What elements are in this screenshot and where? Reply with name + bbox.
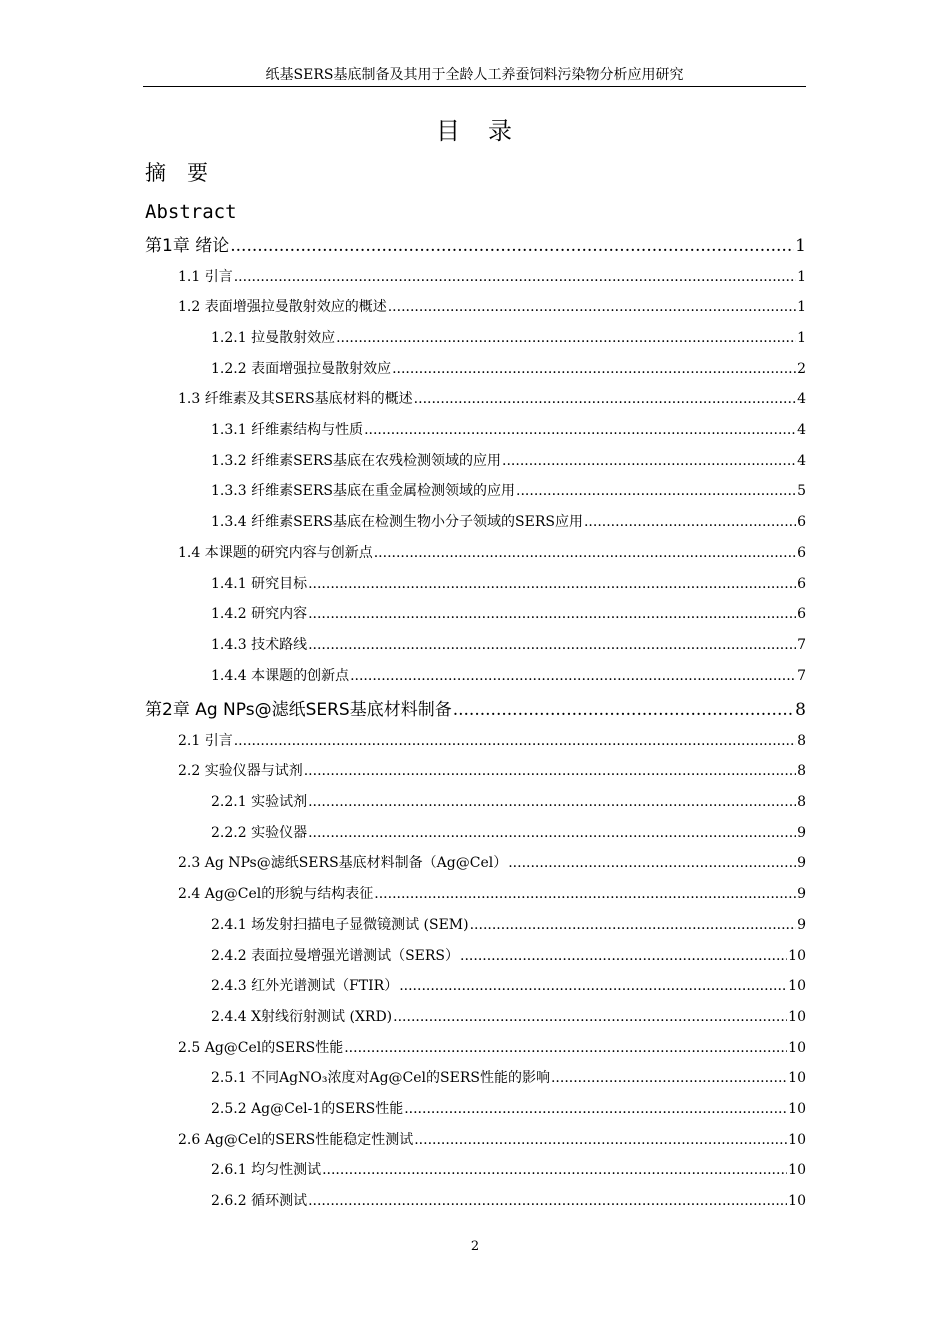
toc-entry-level-2[interactable] — [178, 1130, 806, 1150]
toc-entry-title: 第2章 Ag NPs@滤纸SERS基底材料制备 — [145, 700, 452, 721]
toc-entry-level-3[interactable] — [211, 512, 806, 532]
toc-entry-page: 9 — [797, 824, 806, 841]
toc-leader-dots — [388, 297, 796, 317]
toc-entry-title: 1.2 表面增强拉曼散射效应的概述 — [178, 299, 387, 316]
toc-leader-dots — [308, 823, 796, 843]
toc-entry-level-3[interactable] — [211, 792, 806, 812]
toc-entry-title: 1.4.1 研究目标 — [211, 575, 308, 592]
toc-entry-page: 1 — [797, 299, 806, 316]
toc-entry-level-3[interactable] — [211, 1191, 806, 1211]
toc-entry-title: 2.6.2 循环测试 — [211, 1193, 308, 1210]
toc-entry-title: 1.3 纤维素及其SERS基底材料的概述 — [178, 391, 413, 408]
toc-entry-level-3[interactable] — [211, 420, 806, 440]
toc-entry-level-3[interactable] — [211, 328, 806, 348]
page-number: 2 — [470, 1239, 480, 1254]
toc-entry-level-3[interactable] — [211, 976, 806, 996]
toc-entry-title: 2.6 Ag@Cel的SERS性能稳定性测试 — [178, 1131, 414, 1148]
toc-leader-dots — [414, 1130, 787, 1150]
toc-entry-page: 10 — [788, 1162, 806, 1179]
toc-entry-level-3[interactable] — [211, 451, 806, 471]
toc-entry-page: 4 — [797, 391, 806, 408]
toc-entry-page: 10 — [788, 1101, 806, 1117]
toc-leader-dots — [404, 1099, 787, 1119]
toc-entry-level-2[interactable] — [178, 884, 806, 904]
toc-leader-dots — [584, 512, 796, 532]
toc-leader-dots — [336, 328, 796, 348]
toc-entry-page: 7 — [797, 667, 806, 684]
toc-leader-dots — [516, 481, 796, 501]
toc-entry-level-3[interactable] — [211, 1068, 806, 1088]
toc-entry-level-3[interactable] — [211, 635, 806, 655]
toc-leader-dots — [453, 698, 794, 722]
toc-entry-title: 2.6.1 均匀性测试 — [211, 1162, 322, 1179]
toc-leader-dots — [508, 853, 796, 873]
toc-entry-title: 2.5.1 不同AgNO₃浓度对Ag@Cel的SERS性能的影响 — [211, 1070, 550, 1087]
toc-entry-page: 8 — [797, 794, 806, 810]
header-rule — [143, 86, 806, 87]
toc-entry-page: 4 — [797, 452, 806, 469]
toc-leader-dots — [234, 267, 796, 287]
toc-entry-page: 6 — [797, 575, 806, 592]
toc-entry-title: 2.5.2 Ag@Cel-1的SERS性能 — [211, 1101, 404, 1117]
toc-leader-dots — [304, 761, 796, 781]
toc-entry-page: 8 — [795, 700, 806, 721]
toc-entry-level-3[interactable] — [211, 574, 806, 594]
toc-entry-page: 10 — [788, 947, 806, 964]
toc-entry-page: 10 — [788, 978, 806, 995]
toc-abstract-zh[interactable]: 摘 要 — [145, 161, 208, 185]
toc-leader-dots — [308, 1191, 787, 1211]
toc-entry-title: 2.3 Ag NPs@滤纸SERS基底材料制备（Ag@Cel） — [178, 855, 508, 872]
toc-entry-page: 5 — [797, 483, 806, 500]
toc-entry-title: 2.4.4 X射线衍射测试 (XRD) — [211, 1008, 393, 1025]
toc-entry-level-3[interactable] — [211, 946, 806, 966]
toc-entry-level-1[interactable] — [145, 234, 806, 258]
toc-entry-level-3[interactable] — [211, 823, 806, 843]
toc-entry-page: 9 — [797, 916, 806, 933]
toc-entry-title: 2.4.1 场发射扫描电子显微镜测试 (SEM) — [211, 916, 469, 933]
toc-leader-dots — [460, 946, 787, 966]
toc-entry-title: 1.3.4 纤维素SERS基底在检测生物小分子领域的SERS应用 — [211, 514, 583, 531]
toc-leader-dots — [350, 666, 796, 686]
toc-entry-page: 2 — [797, 360, 806, 377]
toc-entry-page: 6 — [797, 544, 806, 561]
toc-entry-page: 6 — [797, 514, 806, 531]
toc-leader-dots — [308, 574, 796, 594]
toc-entry-title: 2.4 Ag@Cel的形貌与结构表征 — [178, 886, 374, 903]
toc-entry-page: 1 — [797, 268, 806, 285]
toc-entry-title: 1.4 本课题的研究内容与创新点 — [178, 544, 373, 561]
toc-entry-level-3[interactable] — [211, 915, 806, 935]
toc-leader-dots — [374, 884, 796, 904]
toc-leader-dots — [230, 234, 794, 258]
toc-entry-page: 9 — [797, 855, 806, 872]
toc-entry-title: 1.4.2 研究内容 — [211, 606, 308, 623]
toc-leader-dots — [392, 359, 796, 379]
toc-leader-dots — [344, 1038, 787, 1058]
toc-title: 目 录 — [436, 117, 514, 145]
toc-entry-level-2[interactable] — [178, 267, 806, 287]
toc-entry-page: 10 — [788, 1131, 806, 1148]
toc-entry-page: 6 — [797, 606, 806, 623]
toc-entry-page: 10 — [788, 1070, 806, 1087]
toc-entry-title: 1.1 引言 — [178, 268, 233, 285]
toc-entry-level-3[interactable] — [211, 1099, 806, 1119]
toc-abstract-en[interactable]: Abstract — [145, 201, 237, 223]
toc-entry-title: 2.2.1 实验试剂 — [211, 794, 308, 810]
toc-entry-page: 8 — [797, 732, 806, 749]
toc-entry-level-3[interactable] — [211, 604, 806, 624]
toc-entry-title: 1.2.1 拉曼散射效应 — [211, 329, 336, 346]
toc-entry-title: 1.3.1 纤维素结构与性质 — [211, 422, 364, 438]
toc-entry-level-2[interactable] — [178, 731, 806, 751]
toc-entry-level-3[interactable] — [211, 359, 806, 379]
toc-entry-level-2[interactable] — [178, 1038, 806, 1058]
toc-entry-page: 1 — [797, 329, 806, 346]
toc-entry-title: 1.4.3 技术路线 — [211, 636, 308, 653]
toc-entry-title: 1.4.4 本课题的创新点 — [211, 667, 350, 684]
toc-entry-page: 4 — [797, 422, 806, 438]
running-header: 纸基SERS基底制备及其用于全龄人工养蚕饲料污染物分析应用研究 — [265, 67, 684, 83]
toc-entry-page: 10 — [788, 1193, 806, 1210]
toc-entry-title: 2.4.2 表面拉曼增强光谱测试（SERS） — [211, 947, 460, 964]
toc-leader-dots — [374, 543, 796, 563]
toc-leader-dots — [414, 389, 796, 409]
toc-entry-level-3[interactable] — [211, 666, 806, 686]
toc-entry-page: 9 — [797, 886, 806, 903]
toc-leader-dots — [502, 451, 796, 471]
toc-leader-dots — [364, 420, 796, 440]
toc-entry-title: 2.4.3 红外光谱测试（FTIR） — [211, 978, 399, 995]
toc-entry-title: 2.5 Ag@Cel的SERS性能 — [178, 1039, 344, 1056]
toc-entry-title: 2.1 引言 — [178, 732, 233, 749]
toc-entry-level-2[interactable] — [178, 389, 806, 409]
toc-leader-dots — [308, 792, 796, 812]
toc-entry-level-1[interactable] — [145, 698, 806, 722]
toc-entry-title: 1.3.3 纤维素SERS基底在重金属检测领域的应用 — [211, 483, 516, 500]
toc-entry-page: 1 — [795, 236, 806, 256]
toc-leader-dots — [393, 1007, 787, 1027]
toc-leader-dots — [234, 731, 796, 751]
toc-entry-level-2[interactable] — [178, 543, 806, 563]
toc-entry-level-3[interactable] — [211, 1160, 806, 1180]
toc-entry-page: 10 — [788, 1039, 806, 1056]
toc-entry-title: 1.2.2 表面增强拉曼散射效应 — [211, 360, 392, 377]
toc-leader-dots — [322, 1160, 787, 1180]
toc-leader-dots — [399, 976, 787, 996]
toc-leader-dots — [470, 915, 796, 935]
toc-entry-title: 2.2 实验仪器与试剂 — [178, 763, 303, 780]
toc-leader-dots — [308, 604, 796, 624]
toc-entry-level-3[interactable] — [211, 1007, 806, 1027]
toc-entry-page: 10 — [788, 1008, 806, 1025]
toc-entry-level-3[interactable] — [211, 481, 806, 501]
toc-entry-page: 7 — [797, 636, 806, 653]
toc-leader-dots — [308, 635, 796, 655]
toc-entry-title: 1.3.2 纤维素SERS基底在农残检测领域的应用 — [211, 452, 502, 469]
toc-entry-title: 2.2.2 实验仪器 — [211, 824, 308, 841]
toc-entry-title: 第1章 绪论 — [145, 236, 230, 256]
toc-leader-dots — [551, 1068, 787, 1088]
toc-entry-level-2[interactable] — [178, 853, 806, 873]
toc-entry-level-2[interactable] — [178, 297, 806, 317]
toc-entry-level-2[interactable] — [178, 761, 806, 781]
toc-entry-page: 8 — [797, 763, 806, 780]
